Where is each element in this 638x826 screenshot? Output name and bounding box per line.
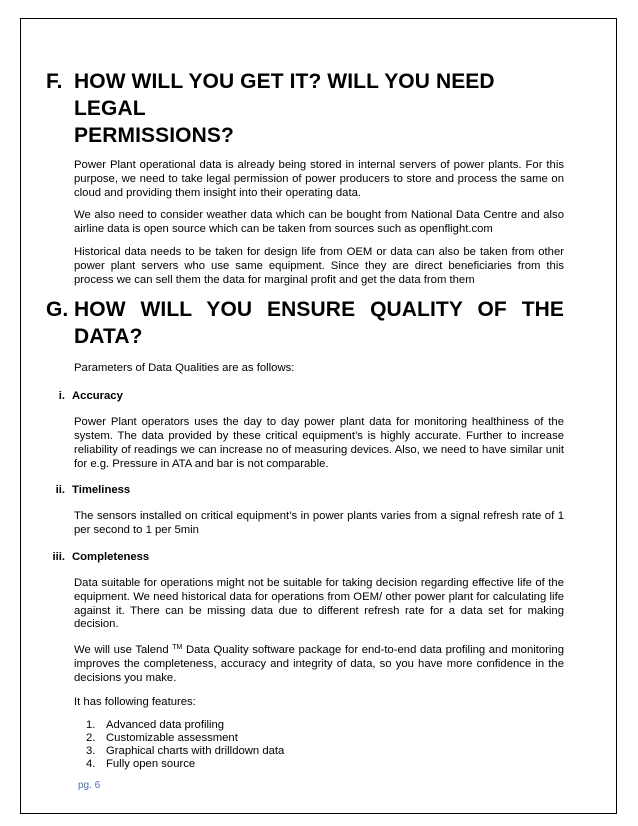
subsection-label: Completeness bbox=[72, 550, 150, 563]
list-number: 4. bbox=[86, 757, 96, 770]
section-letter: F. bbox=[46, 70, 63, 93]
talend-text-start: We will use Talend bbox=[74, 644, 173, 657]
section-title-line1: HOW WILL YOU ENSURE QUALITY OF THE bbox=[74, 298, 564, 322]
list-item bbox=[74, 719, 564, 732]
talend-text-end: Data Quality software package for end-to-end data profiling and monitoring improves the completeness, accuracy and integrity of data, so you have more confidence in the decisions you make. bbox=[74, 644, 564, 684]
trademark-mark: TM bbox=[172, 644, 183, 652]
paragraph: It has following features: bbox=[74, 695, 196, 708]
list-number: 3. bbox=[86, 744, 96, 757]
subsection-number: ii. bbox=[55, 484, 65, 497]
document-body bbox=[46, 68, 564, 771]
paragraph: Power Plant operators uses the day to day power plant data for monitoring healthiness of the system. The data provided by these critical equipment’s is highly accurate. Further to increase reliability of readings we can increase no of measuring devices. Also, we need to have similar unit for e.g. Pressure in ATA and bar is not comparable. bbox=[74, 416, 564, 470]
list-item bbox=[74, 732, 564, 745]
list-text: Customizable assessment bbox=[106, 732, 238, 745]
section-letter: G. bbox=[46, 298, 69, 322]
subsection-label: Accuracy bbox=[72, 390, 123, 403]
subsection-number: iii. bbox=[52, 550, 65, 563]
list-item bbox=[74, 758, 564, 771]
section-title-line1: HOW WILL YOU GET IT? WILL YOU NEED LEGAL bbox=[74, 70, 495, 120]
subsection-heading bbox=[46, 550, 564, 564]
page-number: pg. 6 bbox=[78, 780, 101, 791]
list-text: Fully open source bbox=[106, 757, 196, 770]
list-text: Graphical charts with drilldown data bbox=[106, 744, 285, 757]
features-list bbox=[46, 719, 564, 770]
list-number: 1. bbox=[86, 719, 96, 732]
subsection-heading bbox=[46, 483, 564, 497]
subsection-heading bbox=[46, 389, 564, 403]
section-title-line2: DATA? bbox=[74, 325, 143, 349]
list-number: 2. bbox=[86, 732, 96, 745]
section-f-heading bbox=[46, 68, 564, 149]
paragraph: Parameters of Data Qualities are as follows: bbox=[74, 362, 295, 375]
list-item bbox=[74, 745, 564, 758]
paragraph-talend bbox=[46, 641, 564, 685]
paragraph: Power Plant operational data is already being stored in internal servers of power plants. For this purpose, we need to take legal permission of power producers to store and process the same on cloud and providing them insight into their operating data. bbox=[74, 159, 564, 199]
paragraph: Historical data needs to be taken for design life from OEM or data can also be taken from other power plant servers who use same equipment. Since they are direct beneficiaries from this process we can sell them the data for marginal profit and get the data from them bbox=[74, 245, 564, 286]
section-title bbox=[74, 296, 564, 350]
subsection-label: Timeliness bbox=[72, 484, 131, 497]
section-g-heading bbox=[46, 296, 564, 350]
section-title bbox=[74, 68, 564, 149]
paragraph: We also need to consider weather data which can be bought from National Data Centre and also airline data is open source which can be taken from sources such as openflight.com bbox=[74, 209, 564, 236]
list-text: Advanced data profiling bbox=[106, 719, 225, 732]
subsection-number: i. bbox=[58, 390, 65, 403]
paragraph: The sensors installed on critical equipment’s in power plants varies from a signal refresh rate of 1 per second to 1 per 5min bbox=[74, 510, 564, 537]
paragraph: Data suitable for operations might not be suitable for taking decision regarding effective life of the equipment. We need historical data for operations from OEM/ other power plant for calculating life against it. There can be missing data due to different refresh rate for a data set for making decision. bbox=[74, 576, 564, 631]
section-title-line2: PERMISSIONS? bbox=[74, 124, 234, 147]
